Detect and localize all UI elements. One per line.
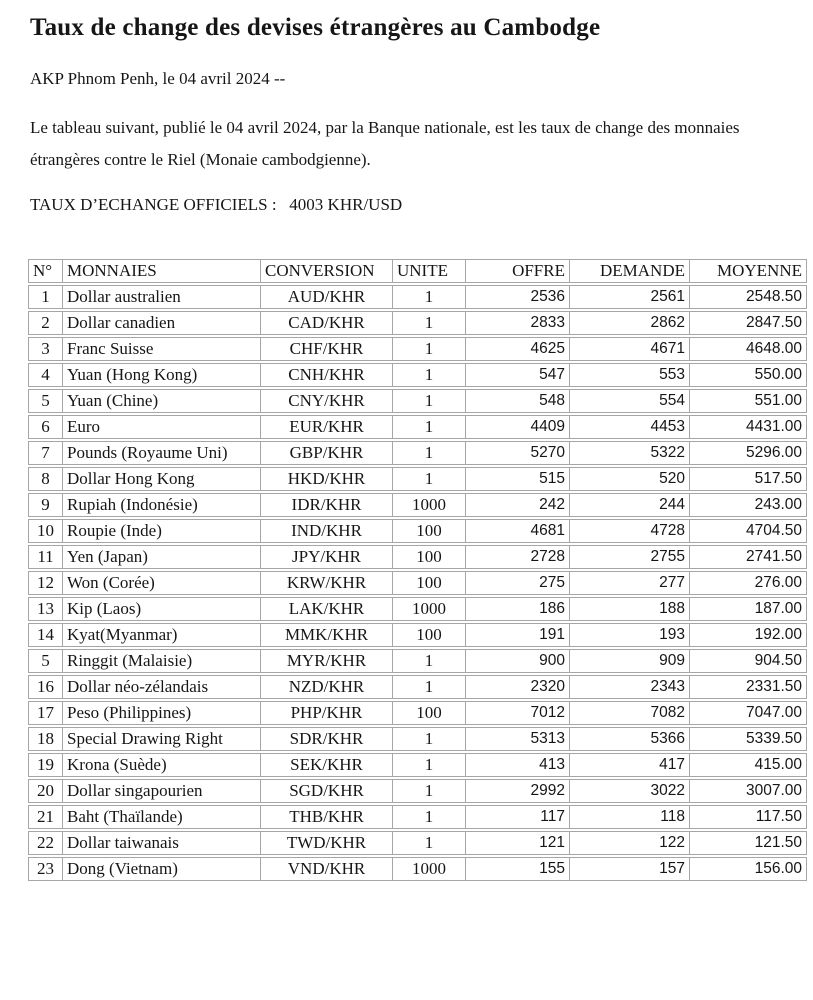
cell-unite: 1000 <box>393 493 466 517</box>
exchange-rate-table <box>28 257 807 883</box>
cell-monnaie: Kip (Laos) <box>63 597 261 621</box>
official-rate-line: TAUX D’ECHANGE OFFICIELS : 4003 KHR/USD <box>30 195 403 214</box>
cell-conversion: CAD/KHR <box>261 311 393 335</box>
cell-moyenne: 243.00 <box>690 493 807 517</box>
page-title: Taux de change des devises étrangères au Cambodge <box>30 14 601 41</box>
cell-num: 18 <box>28 727 63 751</box>
cell-moyenne: 2548.50 <box>690 285 807 309</box>
cell-demande: 122 <box>570 831 690 855</box>
cell-conversion: CNH/KHR <box>261 363 393 387</box>
cell-monnaie: Peso (Philippines) <box>63 701 261 725</box>
cell-monnaie: Yuan (Hong Kong) <box>63 363 261 387</box>
cell-conversion: IDR/KHR <box>261 493 393 517</box>
cell-monnaie: Dollar néo-zélandais <box>63 675 261 699</box>
cell-demande: 2862 <box>570 311 690 335</box>
cell-num: 2 <box>28 311 63 335</box>
cell-conversion: EUR/KHR <box>261 415 393 439</box>
cell-offre: 191 <box>466 623 570 647</box>
cell-demande: 553 <box>570 363 690 387</box>
cell-moyenne: 276.00 <box>690 571 807 595</box>
cell-num: 21 <box>28 805 63 829</box>
cell-unite: 1 <box>393 727 466 751</box>
cell-moyenne: 5339.50 <box>690 727 807 751</box>
cell-offre: 2833 <box>466 311 570 335</box>
column-header-monnaies: MONNAIES <box>63 259 261 283</box>
column-header-conversion: CONVERSION <box>261 259 393 283</box>
cell-demande: 2343 <box>570 675 690 699</box>
cell-num: 17 <box>28 701 63 725</box>
cell-conversion: SEK/KHR <box>261 753 393 777</box>
cell-offre: 2728 <box>466 545 570 569</box>
cell-offre: 515 <box>466 467 570 491</box>
table-row <box>28 805 807 829</box>
cell-demande: 4453 <box>570 415 690 439</box>
cell-offre: 547 <box>466 363 570 387</box>
cell-num: 6 <box>28 415 63 439</box>
cell-offre: 121 <box>466 831 570 855</box>
cell-num: 16 <box>28 675 63 699</box>
cell-offre: 7012 <box>466 701 570 725</box>
cell-unite: 100 <box>393 701 466 725</box>
cell-moyenne: 3007.00 <box>690 779 807 803</box>
cell-unite: 1 <box>393 675 466 699</box>
cell-monnaie: Baht (Thaïlande) <box>63 805 261 829</box>
cell-moyenne: 192.00 <box>690 623 807 647</box>
table-row <box>28 727 807 751</box>
cell-moyenne: 2847.50 <box>690 311 807 335</box>
cell-num: 4 <box>28 363 63 387</box>
cell-conversion: GBP/KHR <box>261 441 393 465</box>
cell-num: 14 <box>28 623 63 647</box>
cell-unite: 100 <box>393 571 466 595</box>
cell-offre: 4681 <box>466 519 570 543</box>
cell-offre: 117 <box>466 805 570 829</box>
cell-moyenne: 4704.50 <box>690 519 807 543</box>
cell-conversion: IND/KHR <box>261 519 393 543</box>
column-header-offre: OFFRE <box>466 259 570 283</box>
cell-offre: 5313 <box>466 727 570 751</box>
column-header-unite: UNITE <box>393 259 466 283</box>
cell-num: 5 <box>28 649 63 673</box>
cell-unite: 1000 <box>393 597 466 621</box>
table-row <box>28 415 807 439</box>
cell-moyenne: 904.50 <box>690 649 807 673</box>
cell-unite: 1 <box>393 649 466 673</box>
cell-offre: 2536 <box>466 285 570 309</box>
cell-moyenne: 121.50 <box>690 831 807 855</box>
cell-unite: 1 <box>393 337 466 361</box>
table-row <box>28 623 807 647</box>
cell-moyenne: 551.00 <box>690 389 807 413</box>
table-row <box>28 753 807 777</box>
cell-offre: 155 <box>466 857 570 881</box>
cell-conversion: HKD/KHR <box>261 467 393 491</box>
cell-unite: 1000 <box>393 857 466 881</box>
cell-demande: 118 <box>570 805 690 829</box>
cell-monnaie: Yen (Japan) <box>63 545 261 569</box>
cell-monnaie: Euro <box>63 415 261 439</box>
intro-paragraph: Le tableau suivant, publié le 04 avril 2024, par la Banque nationale, est les taux de change des monnaies étrangères contre le Riel (Monaie cambodgienne). <box>30 118 740 169</box>
cell-offre: 2320 <box>466 675 570 699</box>
table-row <box>28 779 807 803</box>
cell-unite: 1 <box>393 831 466 855</box>
cell-num: 13 <box>28 597 63 621</box>
cell-num: 19 <box>28 753 63 777</box>
cell-unite: 1 <box>393 285 466 309</box>
cell-num: 20 <box>28 779 63 803</box>
cell-moyenne: 5296.00 <box>690 441 807 465</box>
cell-monnaie: Won (Corée) <box>63 571 261 595</box>
cell-conversion: PHP/KHR <box>261 701 393 725</box>
cell-unite: 1 <box>393 415 466 439</box>
column-header-num: N° <box>28 259 63 283</box>
cell-conversion: JPY/KHR <box>261 545 393 569</box>
cell-moyenne: 4431.00 <box>690 415 807 439</box>
cell-monnaie: Dollar taiwanais <box>63 831 261 855</box>
cell-monnaie: Dong (Vietnam) <box>63 857 261 881</box>
cell-demande: 157 <box>570 857 690 881</box>
cell-moyenne: 415.00 <box>690 753 807 777</box>
cell-conversion: SGD/KHR <box>261 779 393 803</box>
table-row <box>28 363 807 387</box>
table-row <box>28 545 807 569</box>
table-row <box>28 285 807 309</box>
cell-moyenne: 4648.00 <box>690 337 807 361</box>
cell-demande: 3022 <box>570 779 690 803</box>
cell-demande: 5322 <box>570 441 690 465</box>
cell-num: 5 <box>28 389 63 413</box>
cell-moyenne: 156.00 <box>690 857 807 881</box>
cell-monnaie: Special Drawing Right <box>63 727 261 751</box>
table-row <box>28 493 807 517</box>
cell-conversion: MYR/KHR <box>261 649 393 673</box>
cell-demande: 417 <box>570 753 690 777</box>
cell-monnaie: Roupie (Inde) <box>63 519 261 543</box>
cell-conversion: NZD/KHR <box>261 675 393 699</box>
cell-moyenne: 7047.00 <box>690 701 807 725</box>
table-row <box>28 467 807 491</box>
table-header-row <box>28 259 807 283</box>
cell-moyenne: 187.00 <box>690 597 807 621</box>
cell-offre: 275 <box>466 571 570 595</box>
cell-unite: 1 <box>393 363 466 387</box>
cell-offre: 2992 <box>466 779 570 803</box>
cell-offre: 5270 <box>466 441 570 465</box>
cell-offre: 242 <box>466 493 570 517</box>
cell-num: 3 <box>28 337 63 361</box>
cell-monnaie: Dollar australien <box>63 285 261 309</box>
cell-num: 22 <box>28 831 63 855</box>
cell-moyenne: 2741.50 <box>690 545 807 569</box>
cell-demande: 4728 <box>570 519 690 543</box>
cell-demande: 7082 <box>570 701 690 725</box>
column-header-demande: DEMANDE <box>570 259 690 283</box>
cell-conversion: CHF/KHR <box>261 337 393 361</box>
cell-offre: 413 <box>466 753 570 777</box>
cell-monnaie: Ringgit (Malaisie) <box>63 649 261 673</box>
cell-moyenne: 517.50 <box>690 467 807 491</box>
cell-moyenne: 117.50 <box>690 805 807 829</box>
cell-monnaie: Kyat(Myanmar) <box>63 623 261 647</box>
cell-unite: 100 <box>393 623 466 647</box>
cell-unite: 1 <box>393 753 466 777</box>
cell-num: 7 <box>28 441 63 465</box>
cell-conversion: MMK/KHR <box>261 623 393 647</box>
cell-offre: 4625 <box>466 337 570 361</box>
cell-unite: 1 <box>393 389 466 413</box>
cell-demande: 5366 <box>570 727 690 751</box>
cell-conversion: SDR/KHR <box>261 727 393 751</box>
cell-moyenne: 2331.50 <box>690 675 807 699</box>
cell-monnaie: Dollar canadien <box>63 311 261 335</box>
cell-demande: 188 <box>570 597 690 621</box>
table-row <box>28 337 807 361</box>
cell-conversion: AUD/KHR <box>261 285 393 309</box>
cell-unite: 1 <box>393 441 466 465</box>
cell-conversion: CNY/KHR <box>261 389 393 413</box>
cell-demande: 244 <box>570 493 690 517</box>
cell-monnaie: Dollar Hong Kong <box>63 467 261 491</box>
cell-offre: 4409 <box>466 415 570 439</box>
cell-unite: 1 <box>393 311 466 335</box>
cell-unite: 1 <box>393 467 466 491</box>
cell-num: 8 <box>28 467 63 491</box>
cell-unite: 100 <box>393 545 466 569</box>
table-row <box>28 597 807 621</box>
cell-num: 23 <box>28 857 63 881</box>
cell-demande: 277 <box>570 571 690 595</box>
cell-monnaie: Yuan (Chine) <box>63 389 261 413</box>
cell-demande: 554 <box>570 389 690 413</box>
cell-monnaie: Dollar singapourien <box>63 779 261 803</box>
cell-demande: 2561 <box>570 285 690 309</box>
cell-offre: 548 <box>466 389 570 413</box>
cell-conversion: TWD/KHR <box>261 831 393 855</box>
table-row <box>28 311 807 335</box>
cell-monnaie: Franc Suisse <box>63 337 261 361</box>
cell-unite: 1 <box>393 779 466 803</box>
cell-conversion: KRW/KHR <box>261 571 393 595</box>
table-row <box>28 519 807 543</box>
table-row <box>28 701 807 725</box>
table-row <box>28 441 807 465</box>
cell-demande: 193 <box>570 623 690 647</box>
cell-num: 9 <box>28 493 63 517</box>
dateline: AKP Phnom Penh, le 04 avril 2024 -- <box>30 69 286 88</box>
cell-num: 1 <box>28 285 63 309</box>
cell-monnaie: Rupiah (Indonésie) <box>63 493 261 517</box>
cell-demande: 2755 <box>570 545 690 569</box>
cell-num: 12 <box>28 571 63 595</box>
cell-demande: 520 <box>570 467 690 491</box>
cell-conversion: VND/KHR <box>261 857 393 881</box>
cell-conversion: THB/KHR <box>261 805 393 829</box>
column-header-moyenne: MOYENNE <box>690 259 807 283</box>
table-row <box>28 857 807 881</box>
table-row <box>28 675 807 699</box>
cell-num: 10 <box>28 519 63 543</box>
cell-monnaie: Krona (Suède) <box>63 753 261 777</box>
table-row <box>28 571 807 595</box>
cell-num: 11 <box>28 545 63 569</box>
cell-unite: 100 <box>393 519 466 543</box>
table-row <box>28 831 807 855</box>
cell-demande: 4671 <box>570 337 690 361</box>
cell-conversion: LAK/KHR <box>261 597 393 621</box>
cell-offre: 186 <box>466 597 570 621</box>
table-row <box>28 389 807 413</box>
cell-moyenne: 550.00 <box>690 363 807 387</box>
cell-offre: 900 <box>466 649 570 673</box>
cell-unite: 1 <box>393 805 466 829</box>
cell-demande: 909 <box>570 649 690 673</box>
table-row <box>28 649 807 673</box>
cell-monnaie: Pounds (Royaume Uni) <box>63 441 261 465</box>
